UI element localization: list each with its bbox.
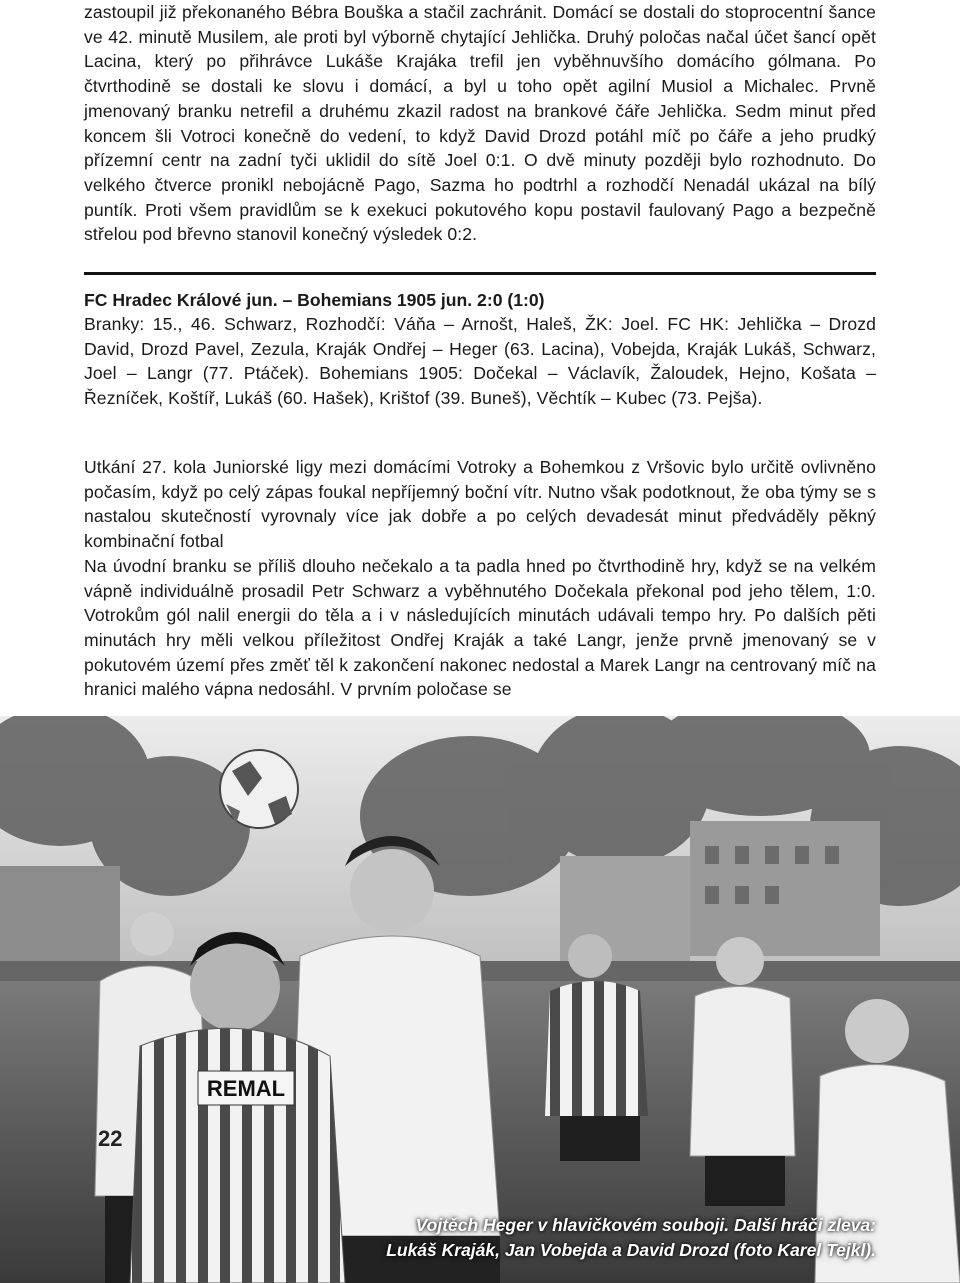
caption-line-2: Lukáš Kraják, Jan Vobejda a David Drozd (foto Karel Tejkl). [386,1240,876,1260]
report-text-block [84,455,876,702]
match-info-block [84,288,876,411]
intro-paragraph: zastoupil již překonaného Bébra Bouška a stačil zachránit. Domácí se dostali do stoprocentní šance ve 42. minutě Musilem, ale proti byl výborně chytající Jehlička. Druhý poločas načal účet šancí opět Lacina, který po přihrávce Lukáše Krajáka trefil jen vyběhnuvšího domácího gólmana. Po čtvrthodině se dostali ke slovu i domácí, a byl u toho opět agilní Musiol a Michalec. Prvně jmenovaný branku netrefil a druhému zkazil radost na brankové čáře Jehlička. Sedm minut před koncem šli Votroci konečně do vedení, to když David Drozd potáhl míč po čáře a jeho prudký přízemní centr na zadní tyči uklidil do sítě Joel 0:1. O dvě minuty později bylo rozhodnuto. Do velkého čtverce pronikl nebojácně Pago, Sazma ho podtrhl a rozhodčí Nenadál ukázal na bílý puntík. Proti všem pravidlům se k exekuci pokutového kopu postavil faulovaný Pago a bezpečně střelou pod břevno stanovil konečný výsledek 0:2. [84,2,876,245]
match-photo [0,716,960,1283]
section-divider [84,272,876,275]
caption-line-1: Vojtěch Heger v hlavičkovém souboji. Další hráči zleva: [415,1215,876,1235]
sponsor-text: REMAL [206,1076,286,1101]
football-scene-illustration [0,716,960,1283]
shirt-number: 22 [98,1126,123,1151]
photo-caption [386,1213,876,1263]
match-details: Branky: 15., 46. Schwarz, Rozhodčí: Váňa – Arnošt, Haleš, ŽK: Joel. FC HK: Jehlička – Drozd David, Drozd Pavel, Zezula, Kraják Ondřej – Heger (63. Lacina), Vobejda, Kraják Lukáš, Schwarz, Joel – Langr (77. Ptáček). Bohemians 1905: Dočekal – Václavík, Žaloudek, Hejno, Košata – Řezníček, Koštíř, Lukáš (60. Hašek), Krištof (39. Buneš), Věchtík – Kubec (73. Pejša). [84,314,876,409]
report-paragraph-2: Na úvodní branku se příliš dlouho nečekalo a ta padla hned po čtvrthodině hry, když se na velkém vápně individuálně prosadil Petr Schwarz a vyběhnutého Dočekala překonal pod jeho tělem, 1:0. Votrokům gól nalil energii do těla a i v následujících minutách udávali tempo hry. Po dalších pěti minutách hry měli velkou příležitost Ondřej Kraják a také Langr, jenže prvně jmenovaný se v pokutovém území přes změť těl k zakončení nakonec nedostal a Marek Langr na centrovaný míč na hranici malého vápna nedosáhl. V prvním poločase se [84,555,876,700]
intro-text-block [84,0,876,247]
match-header: FC Hradec Králové jun. – Bohemians 1905 jun. 2:0 (1:0) [84,290,545,310]
report-paragraph-1: Utkání 27. kola Juniorské ligy mezi domácími Votroky a Bohemkou z Vršovic bylo určitě ovlivněno počasím, když po celý zápas foukal nepříjemný boční vítr. Nutno však podotknout, že oba týmy se s nastalou skutečností vyrovnaly více jak dobře a po celých devadesát minut předváděly pěkný kombinační fotbal [84,457,876,552]
ball [220,750,298,828]
building-left [0,866,120,966]
